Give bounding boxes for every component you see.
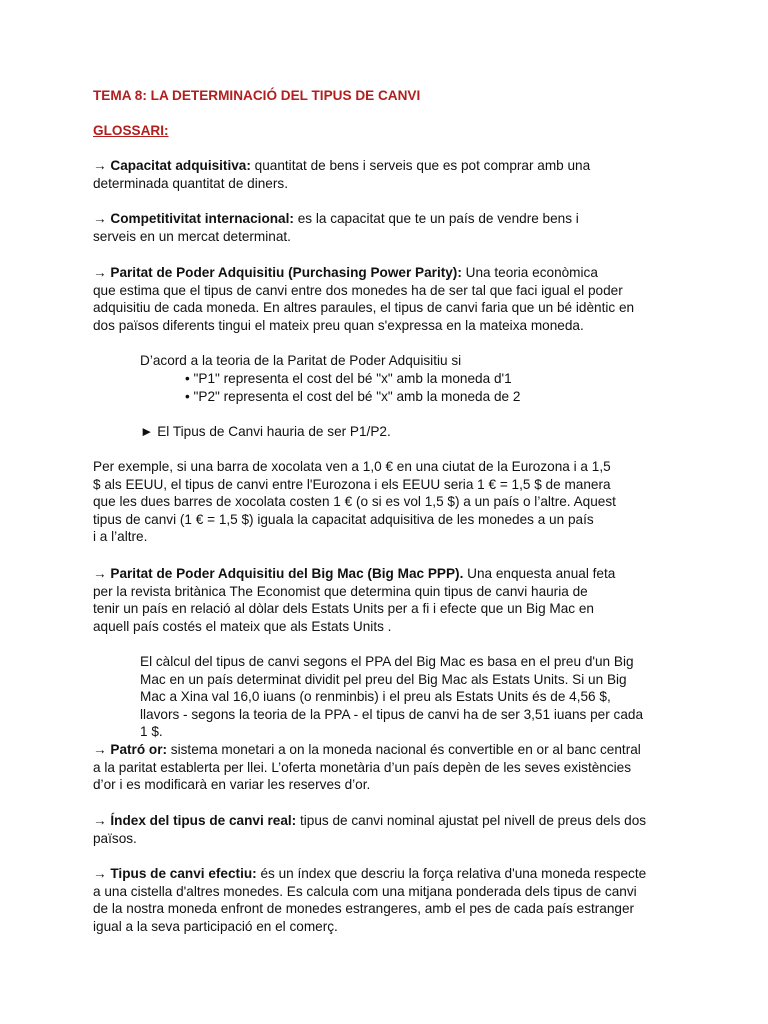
list-item-text: "P2" representa el cost del bé "x" amb la moneda de 2 <box>193 388 521 404</box>
paragraph-line: El càlcul del tipus de canvi segons el PPA del Big Mac es basa en el preu d'un Big <box>140 654 634 669</box>
glossary-heading-block <box>93 122 678 140</box>
arrow-icon: → <box>93 158 107 173</box>
entry-text: països. <box>93 830 137 846</box>
entry-patro-or <box>93 741 678 794</box>
entry-bigmac <box>93 565 678 635</box>
entry-index <box>93 812 678 847</box>
entry-text: adquisitiu de cada moneda. En altres paraules, el tipus de canvi faria que un bé idèntic en <box>93 300 635 316</box>
entry-text: igual a la seva participació en el comerç. <box>93 918 338 934</box>
entry-term: Paritat de Poder Adquisitiu del Big Mac (Big Mac PPP). <box>110 566 464 581</box>
paragraph-line: tipus de canvi (1 € = 1,5 $) iguala la capacitat adquisitiva de les monedes a un país <box>93 511 594 527</box>
paragraph-line: llavors - segons la teoria de la PPA - el tipus de canvi ha de ser 3,51 iuans per cada <box>140 706 644 722</box>
ppa-theory-conclusion-block <box>140 423 680 441</box>
ppa-theory-intro: D’acord a la teoria de la Paritat de Poder Adquisitiu si <box>140 353 462 368</box>
bullet-icon: • <box>185 371 190 386</box>
entry-text: d’or i es modificarà en variar les reserves d’or. <box>93 777 371 793</box>
entry-text: dos països diferents tingui el mateix preu quan s'expressa en la mateixa moneda. <box>93 317 584 333</box>
entry-text: per la revista britànica The Economist que determina quin tipus de canvi hauria de <box>93 583 588 599</box>
entry-text: aquell país costés el mateix que als Estats Units . <box>93 618 392 634</box>
entry-text: Una teoria econòmica <box>461 265 598 280</box>
list-item-text: "P1" representa el cost del bé "x" amb la moneda d'1 <box>193 371 512 386</box>
entry-term: Patró or: <box>110 742 168 757</box>
entry-ppa <box>93 264 678 334</box>
entry-text: a la paritat establerta per llei. L’oferta monetària d’un país depèn de les seves existències <box>93 759 632 775</box>
ppa-theory-list <box>185 370 665 405</box>
arrow-icon: → <box>93 866 107 881</box>
entry-text: que estima que el tipus de canvi entre dos monedes ha de ser tal que faci igual el poder <box>93 282 623 298</box>
paragraph-line: Per exemple, si una barra de xocolata ven a 1,0 € en una ciutat de la Eurozona i a 1,5 <box>93 459 611 474</box>
entry-text: sistema monetari a on la moneda nacional és convertible en or al banc central <box>167 742 641 757</box>
paragraph-line: 1 $. <box>140 724 163 740</box>
entry-term: Paritat de Poder Adquisitiu (Purchasing Power Parity): <box>110 265 462 280</box>
entry-text: Una enquesta anual feta <box>463 566 616 581</box>
arrow-icon: → <box>93 265 107 280</box>
document-title-block <box>93 87 678 105</box>
arrow-icon: → <box>93 211 107 226</box>
entry-competitivitat <box>93 210 678 245</box>
entry-text: de la nostra moneda enfront de monedes estrangeres, amb el pes de cada país estranger <box>93 901 635 917</box>
list-item <box>185 388 665 406</box>
paragraph-line: $ als EEUU, el tipus de canvi entre l'Eurozona i els EEUU seria 1 € = 1,5 $ de manera <box>93 476 611 492</box>
entry-text: tipus de canvi nominal ajustat pel nivell de preus dels dos <box>296 813 647 828</box>
list-item <box>185 370 665 388</box>
document-title: TEMA 8: LA DETERMINACIÓ DEL TIPUS DE CANVI <box>93 88 421 103</box>
paragraph-line: Mac en un país determinat dividit pel preu del Big Mac als Estats Units. Si un Big <box>140 671 627 687</box>
arrow-icon: → <box>93 742 107 757</box>
glossary-heading: GLOSSARI: <box>93 123 169 138</box>
entry-term: Índex del tipus de canvi real: <box>110 813 297 828</box>
entry-term: Tipus de canvi efectiu: <box>110 866 257 881</box>
entry-term: Competitivitat internacional: <box>110 211 294 226</box>
paragraph-line: Mac a Xina val 16,0 iuans (o renminbis) i el preu als Estats Units és de 4,56 $, <box>140 689 611 705</box>
entry-text: quantitat de bens i serveis que es pot comprar amb una <box>250 158 591 173</box>
entry-term: Capacitat adquisitiva: <box>110 158 251 173</box>
entry-text: determinada quantitat de diners. <box>93 175 288 191</box>
paragraph-line: i a l’altre. <box>93 529 148 545</box>
paragraph-line: que les dues barres de xocolata costen 1 € (o si es vol 1,5 $) a un país o l’altre. Aquest <box>93 494 616 510</box>
bigmac-calc-paragraph <box>140 653 680 741</box>
example-paragraph <box>93 458 678 546</box>
ppa-theory-conclusion: El Tipus de Canvi hauria de ser P1/P2. <box>153 424 391 439</box>
entry-text: tenir un país en relació al dòlar dels Estats Units per a fi i efecte que un Big Mac en <box>93 601 594 617</box>
arrow-icon: → <box>93 566 107 581</box>
entry-text: es la capacitat que te un país de vendre bens i <box>293 211 579 226</box>
entry-text: serveis en un mercat determinat. <box>93 228 291 244</box>
bullet-icon: • <box>185 388 190 404</box>
triangle-pointer-icon: ► <box>140 424 154 439</box>
arrow-icon: → <box>93 813 107 828</box>
entry-efectiu <box>93 865 678 935</box>
entry-text: és un índex que descriu la força relativa d'una moneda respecte <box>256 866 647 881</box>
ppa-theory-intro-block <box>140 352 680 370</box>
entry-capacitat <box>93 157 678 192</box>
entry-text: a una cistella d'altres monedes. Es calcula com una mitjana ponderada dels tipus de canvi <box>93 883 637 899</box>
